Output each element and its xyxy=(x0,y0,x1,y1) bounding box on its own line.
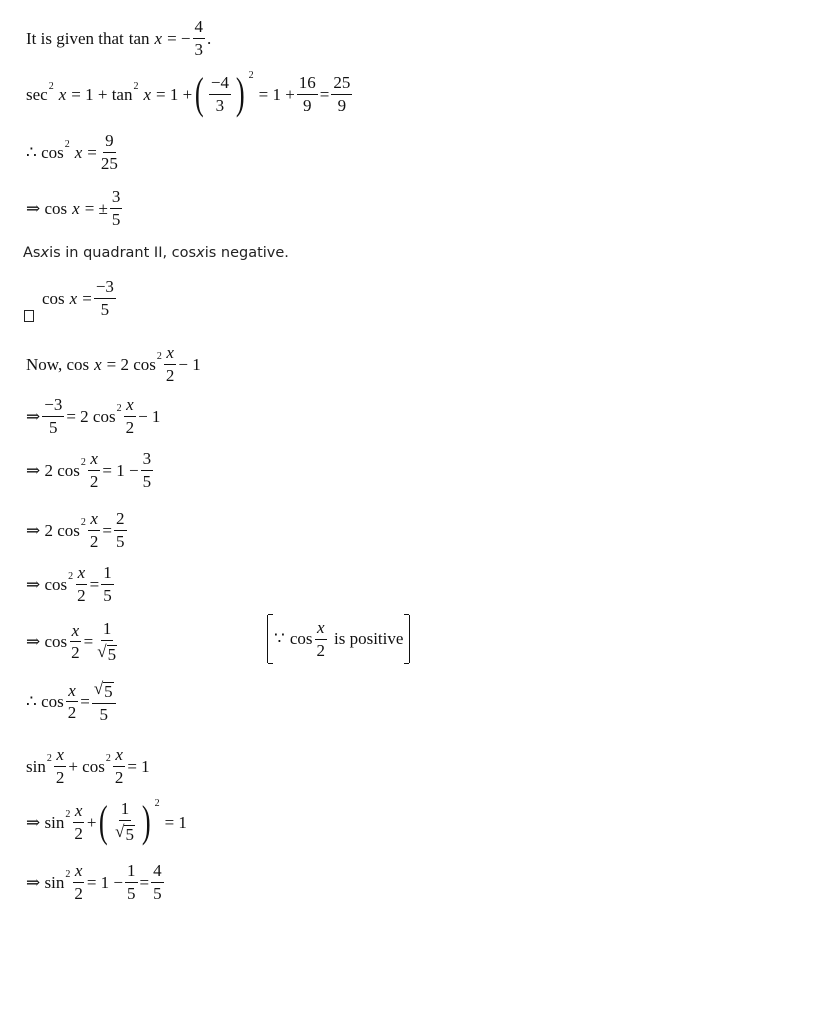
fraction: $\frac{x}{2}$ xyxy=(55,745,65,787)
fraction: $\frac{3}{5}$ xyxy=(142,449,152,491)
fraction: √ 5 5 xyxy=(92,680,116,724)
fraction: $\frac{x}{2}$ xyxy=(74,800,83,843)
tan-fn: tan xyxy=(128,28,150,48)
fraction: $\frac{4}{5}$ xyxy=(153,861,162,903)
cos-squared-line: ∴ cos $^2$ x = $\frac{9}{25}$ xyxy=(26,131,118,173)
fraction: $\frac{1}{5}$ xyxy=(103,563,112,605)
fraction: $\frac{x}{2}$ xyxy=(77,563,86,605)
fraction: $\frac{x}{2}$ xyxy=(67,680,77,723)
cos-half-line: ⇒ cos $\frac{x}{2}$ = 1 √ 5 xyxy=(26,620,121,664)
sqrt: √ 5 xyxy=(97,641,117,664)
fraction: $\frac{x}{2}$ xyxy=(74,861,83,903)
cos-pm-line: ⇒ cos x = ± $\frac{3}{5}$ xyxy=(26,187,121,229)
cos-negative-line: cos x = $\frac{-3}{5}$ xyxy=(42,277,114,319)
statement-line: It is given that tan x = − $\frac{4}{3}$ . xyxy=(26,17,212,59)
var-x: x xyxy=(154,28,163,48)
sqrt: √ 5 xyxy=(93,679,113,701)
fraction: $\frac{x}{2}$ xyxy=(316,617,325,660)
cos-half-result-line: ∴ cos $\frac{x}{2}$ = √ 5 5 xyxy=(26,680,118,724)
fraction: 1 √ 5 xyxy=(97,619,117,664)
missing-glyph-box xyxy=(24,310,34,322)
fraction: $\frac{x}{2}$ xyxy=(89,449,99,491)
fraction: $\frac{25}{9}$ xyxy=(333,72,351,115)
fraction: $\frac{9}{25}$ xyxy=(100,131,118,173)
cos-sq-half-line: ⇒ cos $^2$ $\frac{x}{2}$ = $\frac{1}{5}$ xyxy=(26,563,112,605)
fraction: $\frac{x}{2}$ xyxy=(71,620,80,663)
rearrange-line: ⇒ 2 cos $^2$ $\frac{x}{2}$ = 1 − $\frac{3}{5}$ xyxy=(26,449,152,491)
fraction: $\frac{x}{2}$ xyxy=(125,395,135,437)
fraction: $\frac{x}{2}$ xyxy=(114,745,124,787)
sin-substitute-line: ⇒ sin $^2$ $\frac{x}{2}$ + ( 1 √ 5 ) $^2$ = 1 xyxy=(26,797,187,846)
eq-sign: = − xyxy=(167,28,191,48)
fraction: $\frac{2}{5}$ xyxy=(116,509,125,551)
simplify-line: ⇒ 2 cos $^2$ $\frac{x}{2}$ = $\frac{2}{5}$ xyxy=(26,509,125,551)
positive-reason-bracket: ∵ cos $\frac{x}{2}$ is positive xyxy=(267,615,410,663)
sqrt: √ 5 xyxy=(115,822,134,844)
fraction: $\frac{-4}{3}$ xyxy=(210,72,229,115)
sec-identity-line: sec $^2$ x = 1 + tan $^2$ x = 1 + ( $\frac{-4}{3}$ ) $^2$ = 1 + $\frac{16}{9}$ = $\frac{25}{9}$ xyxy=(26,69,351,118)
double-angle-line: Now, cos x = 2 cos $^2$ $\frac{x}{2}$ − 1 xyxy=(26,343,201,385)
statement-text: It is given that xyxy=(26,28,124,48)
fraction: $\frac{4}{3}$ xyxy=(194,17,203,59)
fraction: $\frac{1}{5}$ xyxy=(127,861,136,903)
fraction: $\frac{3}{5}$ xyxy=(111,187,121,229)
quadrant-note: As x is in quadrant II, cos x is negative. xyxy=(23,245,289,261)
fraction: $\frac{x}{2}$ xyxy=(89,509,99,551)
fraction: $\frac{-3}{5}$ xyxy=(95,277,114,319)
pythagorean-line: sin $^2$ $\frac{x}{2}$ + cos $^2$ $\frac{x}{2}$ = 1 xyxy=(26,745,150,787)
fraction: $\frac{16}{9}$ xyxy=(298,72,316,115)
fraction: $\frac{-3}{5}$ xyxy=(44,395,63,437)
sin-result-line: ⇒ sin $^2$ $\frac{x}{2}$ = 1 − $\frac{1}{5}$ = $\frac{4}{5}$ xyxy=(26,861,162,903)
fraction: $\frac{x}{2}$ xyxy=(165,343,175,385)
fraction: 1 √ 5 xyxy=(115,799,134,844)
substitute-line: ⇒ $\frac{-3}{5}$ = 2 cos $^2$ $\frac{x}{2}$ − 1 xyxy=(26,395,161,437)
